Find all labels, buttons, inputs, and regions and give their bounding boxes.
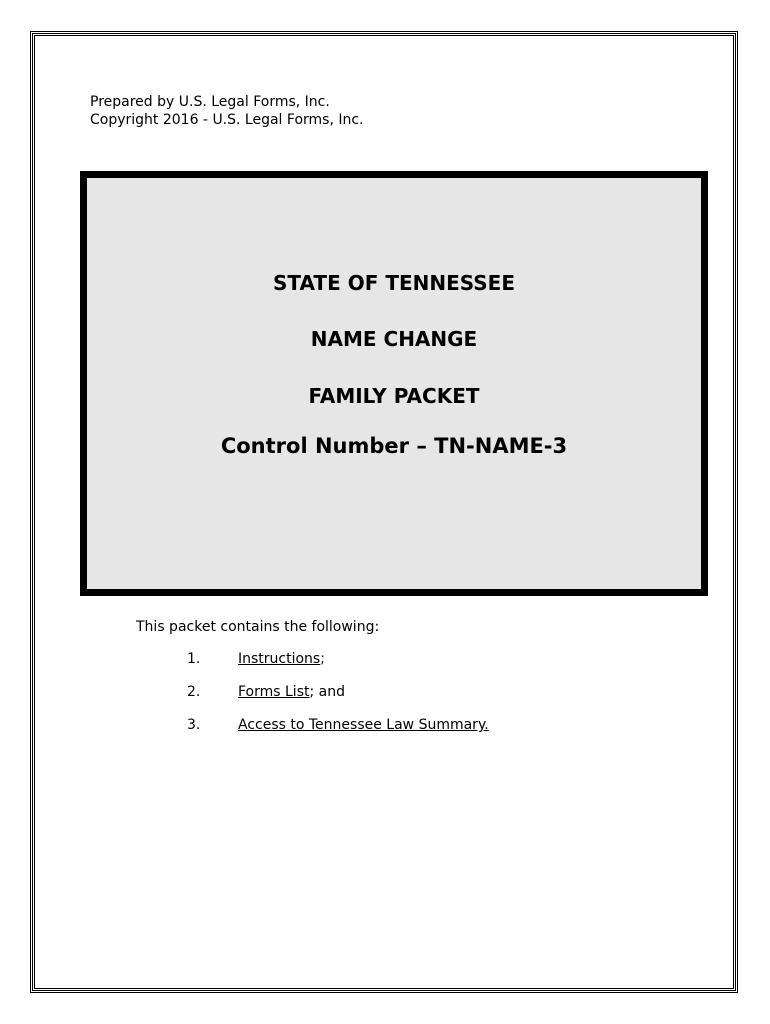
list-number: 2.: [187, 684, 201, 700]
forms-list-link[interactable]: Forms List: [238, 684, 310, 700]
instructions-link[interactable]: Instructions: [238, 651, 321, 667]
title-box: [80, 171, 708, 596]
list-item: [187, 651, 325, 671]
list-suffix: ;: [320, 651, 325, 667]
contents-intro: This packet contains the following:: [136, 619, 380, 635]
list-item: [187, 717, 489, 737]
packet-title: FAMILY PACKET: [308, 384, 480, 408]
list-suffix: ; and: [309, 684, 345, 700]
law-summary-link[interactable]: Access to Tennessee Law Summary.: [238, 717, 489, 733]
document-header: [90, 93, 364, 129]
control-number: Control Number – TN-NAME-3: [220, 434, 568, 458]
list-item: [187, 684, 345, 704]
prepared-by-text: Prepared by U.S. Legal Forms, Inc.: [90, 94, 330, 110]
subject-title: NAME CHANGE: [310, 327, 478, 351]
list-number: 1.: [187, 651, 201, 667]
copyright-text: Copyright 2016 - U.S. Legal Forms, Inc.: [90, 112, 364, 128]
list-number: 3.: [187, 717, 201, 733]
state-title: STATE OF TENNESSEE: [273, 271, 515, 295]
